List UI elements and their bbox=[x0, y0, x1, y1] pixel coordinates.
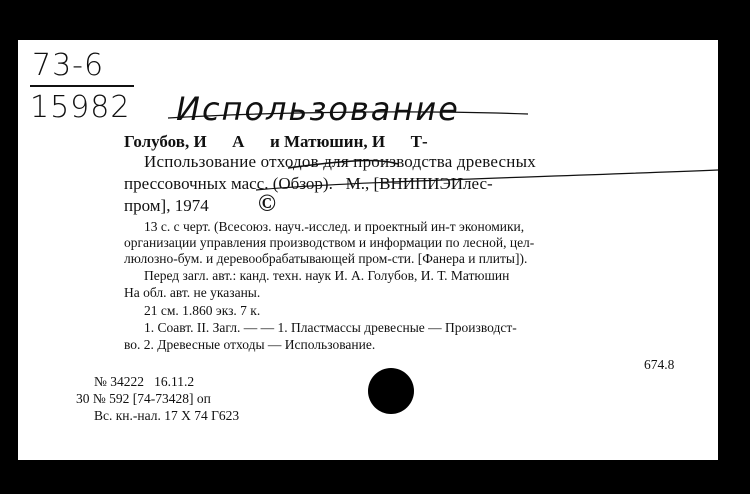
classification-number: 674.8 bbox=[644, 357, 675, 372]
body-line-2: организации управления производством и информации по лесной, цел- bbox=[124, 235, 535, 250]
handwritten-code-top: 73-6 bbox=[32, 48, 105, 83]
footer-line-2: 30 № 592 [74-73428] оп bbox=[76, 391, 211, 406]
handwritten-subject: Использование bbox=[176, 90, 460, 128]
footer-line-1: № 34222 16.11.2 bbox=[94, 374, 195, 389]
body-line-4: Перед загл. авт.: канд. техн. наук И. А. Голубов, И. Т. Матюшин bbox=[144, 268, 510, 283]
handwritten-code-divider bbox=[30, 85, 134, 87]
body-line-6: 21 см. 1.860 экз. 7 к. bbox=[144, 303, 261, 318]
body-line-5: На обл. авт. не указаны. bbox=[124, 285, 261, 300]
footer-line-3: Вс. кн.-нал. 17 Х 74 Г623 bbox=[94, 408, 240, 423]
body-line-3: люлозно-бум. и деревообрабатывающей пром-сти. [Фанера и плиты]). bbox=[124, 251, 528, 266]
title-line-3: пром], 1974 bbox=[124, 196, 209, 215]
body-line-1: 13 с. с черт. (Всесоюз. науч.-исслед. и проектный ин-т экономики, bbox=[144, 219, 525, 234]
body-line-8: во. 2. Древесные отходы — Использование. bbox=[124, 337, 376, 352]
catalog-card bbox=[18, 40, 718, 460]
copyright-icon: © bbox=[258, 191, 276, 217]
handwritten-code-bottom: 15982 bbox=[30, 90, 131, 125]
title-line-2: прессовочных масс. (Обзор). М., [ВНИПИЭИлес- bbox=[124, 174, 493, 193]
title-line-1: Использование отходов для производства древесных bbox=[144, 152, 536, 171]
body-line-7: 1. Соавт. II. Загл. — — 1. Пластмассы древесные — Производст- bbox=[144, 320, 517, 335]
author-heading: Голубов, И А и Матюшин, И Т- bbox=[124, 132, 428, 151]
punch-hole bbox=[368, 368, 414, 414]
